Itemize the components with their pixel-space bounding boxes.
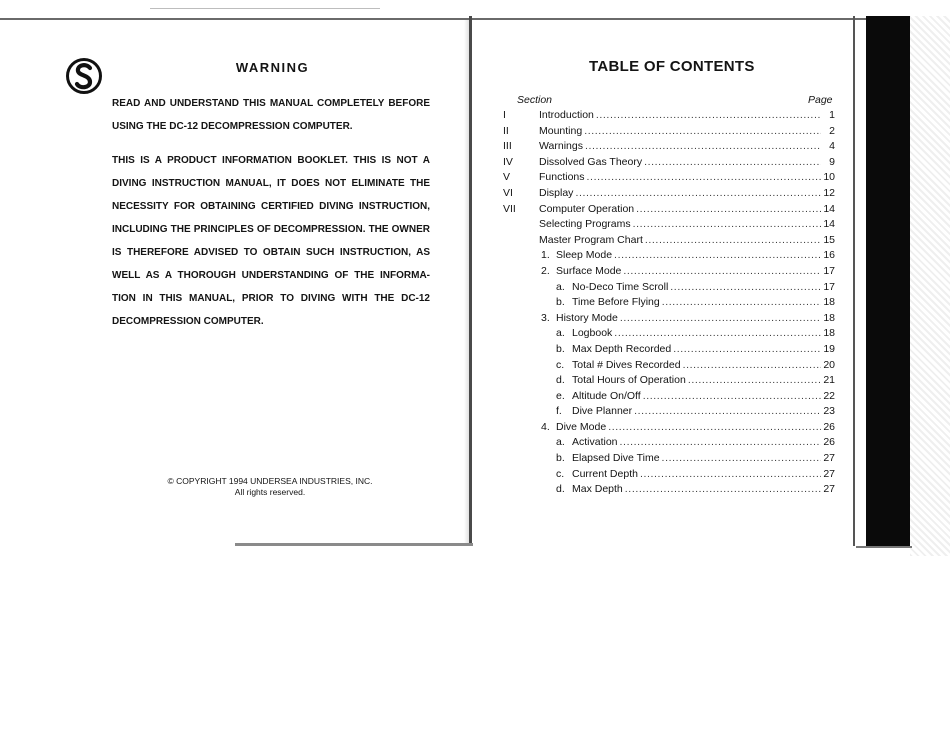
- toc-list: [503, 108, 835, 498]
- subsection-marker: 3.: [541, 311, 550, 324]
- section-number: V: [503, 171, 511, 184]
- toc-entry: [541, 420, 835, 436]
- dot-leader: [587, 170, 821, 186]
- toc-row: [503, 170, 835, 186]
- toc-page-number: 27: [823, 467, 835, 480]
- toc-entry-label: Total Hours of Operation: [572, 374, 686, 387]
- toc-entry-label: Mounting: [539, 124, 583, 137]
- subsection-marker: a.: [556, 436, 565, 449]
- toc-row: [503, 202, 835, 218]
- toc-page-number: 20: [823, 358, 835, 371]
- subsection-marker: 4.: [541, 420, 550, 433]
- toc-entry: [539, 155, 835, 171]
- section-number: II: [503, 124, 509, 137]
- toc-entry: [556, 280, 835, 296]
- toc-page-number: 26: [823, 420, 835, 433]
- toc-entry: [556, 326, 835, 342]
- toc-row: [503, 295, 835, 311]
- toc-entry-label: Sleep Mode: [556, 249, 613, 262]
- dot-leader: [634, 404, 821, 420]
- toc-page-number: 1: [829, 109, 835, 121]
- toc-page-number: 12: [823, 186, 835, 199]
- toc-page-number: 14: [823, 218, 835, 231]
- dot-leader: [620, 311, 821, 327]
- subsection-marker: e.: [556, 389, 565, 402]
- toc-entry-label: Dive Mode: [556, 420, 607, 433]
- paragraph-line: DECOMPRESSION COMPUTER.: [112, 316, 264, 327]
- toc-entry-label: Elapsed Dive Time: [572, 452, 660, 465]
- toc-entry: [556, 404, 835, 420]
- toc-row: [503, 311, 835, 327]
- toc-entry: [541, 311, 835, 327]
- section-column-header: Section: [517, 94, 553, 106]
- section-number: IV: [503, 155, 513, 168]
- toc-page-number: 26: [823, 436, 835, 449]
- toc-entry-label: No-Deco Time Scroll: [572, 280, 669, 293]
- copyright-notice: [150, 476, 390, 498]
- toc-entry-label: Dive Planner: [572, 405, 633, 418]
- toc-row: [503, 264, 835, 280]
- toc-row: [503, 248, 835, 264]
- toc-row: [503, 358, 835, 374]
- section-number: III: [503, 140, 512, 153]
- toc-entry: [539, 186, 835, 202]
- toc-entry-label: Total # Dives Recorded: [572, 358, 681, 371]
- dot-leader: [623, 264, 821, 280]
- warning-paragraph-2: [112, 149, 430, 333]
- dot-leader: [688, 373, 821, 389]
- paragraph-line: DIVING INSTRUCTION MANUAL, IT DOES NOT ELIMINATE THE: [112, 178, 430, 189]
- toc-entry-label: Master Program Chart: [539, 233, 643, 246]
- toc-row: [503, 280, 835, 296]
- paragraph-line: INCLUDING THE PRINCIPLES OF DECOMPRESSION. THE OWNER: [112, 224, 430, 235]
- toc-page-number: 18: [823, 296, 835, 309]
- page-top-edge: [0, 18, 870, 20]
- toc-page-number: 19: [823, 342, 835, 355]
- toc-row: [503, 233, 835, 249]
- toc-page-number: 22: [823, 389, 835, 402]
- copyright-line: © COPYRIGHT 1994 UNDERSEA INDUSTRIES, INC.: [167, 476, 373, 486]
- toc-entry: [556, 482, 835, 498]
- toc-entry-label: Functions: [539, 171, 585, 184]
- dot-leader: [625, 482, 821, 498]
- dot-leader: [662, 451, 821, 467]
- subsection-marker: 1.: [541, 249, 550, 262]
- toc-entry-label: Display: [539, 186, 574, 199]
- toc-page-number: 27: [823, 483, 835, 496]
- subsection-marker: b.: [556, 342, 565, 355]
- toc-page-number: 15: [823, 233, 835, 246]
- dot-leader: [645, 233, 821, 249]
- toc-entry: [539, 170, 835, 186]
- toc-page-number: 9: [829, 155, 835, 168]
- subsection-marker: a.: [556, 280, 565, 293]
- book-spine: [469, 16, 472, 546]
- toc-page-number: 16: [823, 249, 835, 262]
- toc-entry: [539, 108, 835, 124]
- toc-row: [503, 435, 835, 451]
- toc-entry-label: Current Depth: [572, 467, 638, 480]
- dot-leader: [662, 295, 821, 311]
- section-number: VI: [503, 186, 513, 199]
- scan-edge: [150, 8, 380, 9]
- toc-page-number: 21: [823, 374, 835, 387]
- subsection-marker: 2.: [541, 264, 550, 277]
- scan-noise: [910, 16, 950, 556]
- toc-row: [503, 482, 835, 498]
- dot-leader: [584, 124, 821, 140]
- paragraph-line: READ AND UNDERSTAND THIS MANUAL COMPLETELY BEFORE: [112, 98, 430, 109]
- dot-leader: [673, 342, 821, 358]
- toc-entry-label: Logbook: [572, 327, 613, 340]
- dot-leader: [608, 420, 821, 436]
- toc-entry: [556, 389, 835, 405]
- dot-leader: [596, 108, 821, 124]
- toc-page-number: 27: [823, 452, 835, 465]
- toc-entry-label: Activation: [572, 436, 618, 449]
- subsection-marker: b.: [556, 452, 565, 465]
- toc-row: [503, 124, 835, 140]
- toc-entry-label: Dissolved Gas Theory: [539, 155, 643, 168]
- toc-entry: [541, 248, 835, 264]
- toc-entry: [556, 295, 835, 311]
- toc-row: [503, 420, 835, 436]
- page-column-header: Page: [808, 94, 833, 106]
- dot-leader: [620, 435, 821, 451]
- toc-entry: [541, 264, 835, 280]
- toc-row: [503, 326, 835, 342]
- paragraph-line: TION IN THIS MANUAL, PRIOR TO DIVING WITH THE DC-12: [112, 293, 430, 304]
- dot-leader: [670, 280, 821, 296]
- toc-entry-label: Warnings: [539, 140, 583, 153]
- dot-leader: [633, 217, 821, 233]
- left-page-bottom-edge: [235, 543, 473, 546]
- toc-page-number: 17: [823, 280, 835, 293]
- toc-page-number: 18: [823, 327, 835, 340]
- toc-entry: [539, 202, 835, 218]
- toc-entry: [539, 139, 835, 155]
- warning-title: WARNING: [235, 60, 310, 75]
- dot-leader: [585, 139, 821, 155]
- subsection-marker: b.: [556, 296, 565, 309]
- dot-leader: [640, 467, 821, 483]
- right-page-edge: [853, 16, 855, 546]
- dark-cover-edge: [866, 16, 910, 548]
- subsection-marker: c.: [556, 467, 565, 480]
- toc-entry: [539, 217, 835, 233]
- subsection-marker: f.: [556, 405, 562, 418]
- toc-page-number: 4: [829, 140, 835, 153]
- toc-entry-label: Max Depth: [572, 483, 623, 496]
- dot-leader: [636, 202, 821, 218]
- toc-entry-label: Time Before Flying: [572, 296, 660, 309]
- toc-row: [503, 467, 835, 483]
- subsection-marker: a.: [556, 327, 565, 340]
- toc-entry: [556, 342, 835, 358]
- toc-page-number: 2: [829, 124, 835, 137]
- subsection-marker: c.: [556, 358, 565, 371]
- toc-entry-label: Max Depth Recorded: [572, 342, 672, 355]
- toc-entry: [539, 124, 835, 140]
- paragraph-line: THIS IS A PRODUCT INFORMATION BOOKLET. THIS IS NOT A: [112, 155, 430, 166]
- toc-row: [503, 451, 835, 467]
- toc-row: [503, 155, 835, 171]
- toc-entry-label: Surface Mode: [556, 264, 622, 277]
- toc-entry: [556, 451, 835, 467]
- dot-leader: [575, 186, 821, 202]
- toc-row: [503, 108, 835, 124]
- paragraph-line: NECESSITY FOR OBTAINING CERTIFIED DIVING INSTRUCTION,: [112, 201, 430, 212]
- toc-title: TABLE OF CONTENTS: [589, 58, 755, 75]
- toc-entry: [556, 467, 835, 483]
- toc-row: [503, 389, 835, 405]
- toc-entry-label: Introduction: [539, 109, 594, 121]
- toc-row: [503, 404, 835, 420]
- section-number: VII: [503, 202, 516, 215]
- toc-page-number: 18: [823, 311, 835, 324]
- toc-page-number: 17: [823, 264, 835, 277]
- dot-leader: [644, 155, 821, 171]
- toc-entry: [556, 373, 835, 389]
- dot-leader: [683, 358, 821, 374]
- toc-entry-label: History Mode: [556, 311, 618, 324]
- subsection-marker: d.: [556, 483, 565, 496]
- toc-row: [503, 186, 835, 202]
- paragraph-line: WELL AS A THOROUGH UNDERSTANDING OF THE INFORMA-: [112, 270, 430, 281]
- toc-row: [503, 217, 835, 233]
- toc-entry-label: Computer Operation: [539, 202, 635, 215]
- toc-page-number: 10: [823, 171, 835, 184]
- toc-row: [503, 342, 835, 358]
- toc-row: [503, 139, 835, 155]
- warning-paragraph-1: [112, 92, 430, 138]
- right-page-bottom-edge: [856, 546, 912, 548]
- toc-row: [503, 373, 835, 389]
- paragraph-line: IS THEREFORE ADVISED TO OBTAIN SUCH INSTRUCTION, AS: [112, 247, 430, 258]
- toc-page-number: 14: [823, 202, 835, 215]
- subsection-marker: d.: [556, 374, 565, 387]
- rights-line: All rights reserved.: [234, 487, 306, 497]
- toc-entry-label: Altitude On/Off: [572, 389, 641, 402]
- toc-entry: [556, 358, 835, 374]
- toc-entry: [539, 233, 835, 249]
- dot-leader: [643, 389, 821, 405]
- toc-page-number: 23: [823, 405, 835, 418]
- paragraph-line: USING THE DC-12 DECOMPRESSION COMPUTER.: [112, 121, 353, 132]
- dot-leader: [614, 248, 821, 264]
- toc-entry: [556, 435, 835, 451]
- section-number: I: [503, 109, 506, 121]
- toc-entry-label: Selecting Programs: [539, 218, 631, 231]
- dot-leader: [614, 326, 821, 342]
